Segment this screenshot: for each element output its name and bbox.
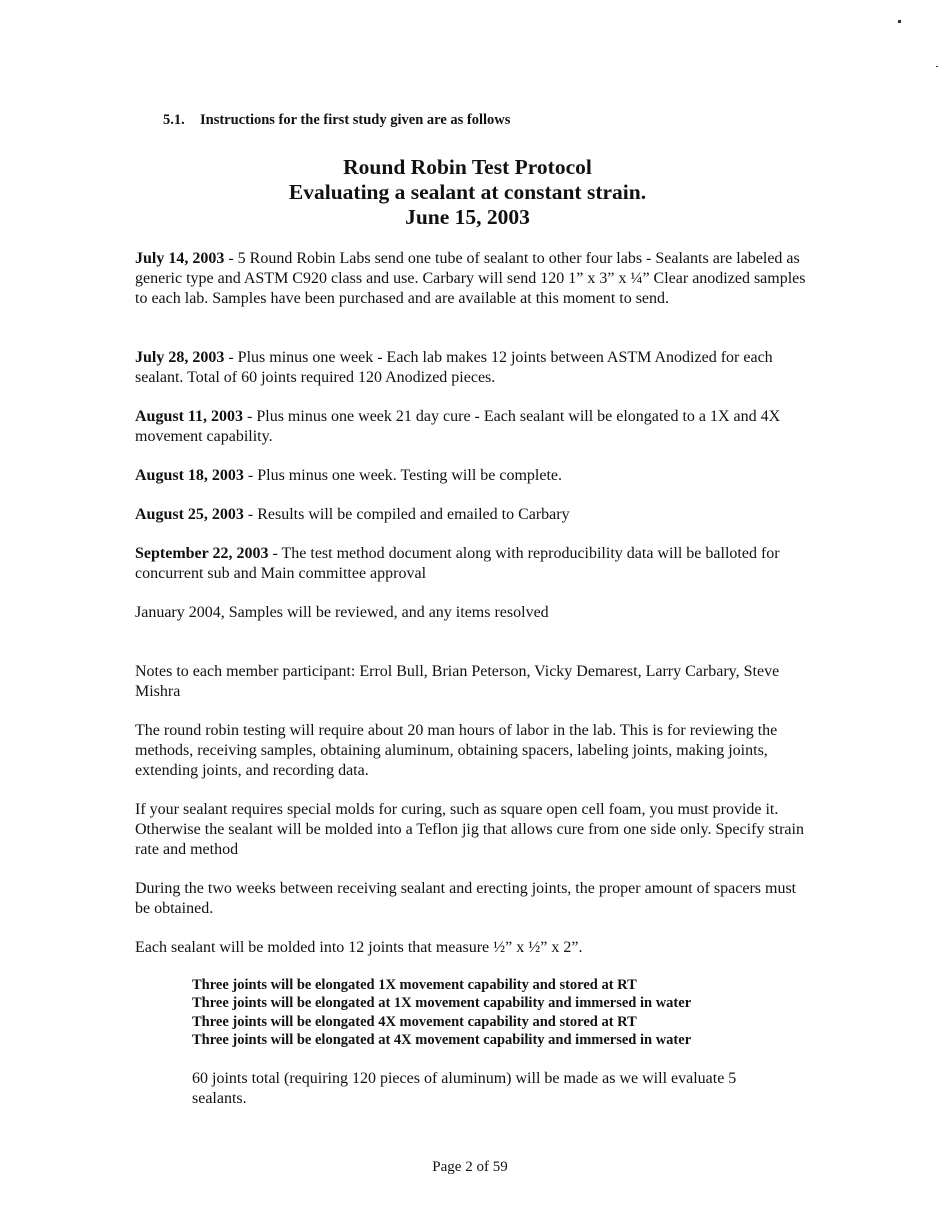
labor-paragraph: The round robin testing will require about 20 man hours of labor in the lab. This is for reviewing the methods, receiving samples, obtaining aluminum, obtaining spacers, labeling joints, making joints, extending joints, and recording data. <box>135 722 778 779</box>
schedule-item <box>135 505 815 525</box>
schedule-date: July 14, 2003 <box>135 250 225 267</box>
schedule-text: - The test method document along with reproducibility data will be balloted for concurrent sub and Main committee approval <box>135 545 780 582</box>
title-line-1: Round Robin Test Protocol <box>343 155 592 179</box>
spacers-paragraph: During the two weeks between receiving sealant and erecting joints, the proper amount of spacers must be obtained. <box>135 880 797 917</box>
section-number: 5.1. <box>163 112 185 128</box>
schedule-item <box>135 466 815 486</box>
condition-item: Three joints will be elongated at 1X movement capability and immersed in water <box>192 995 692 1012</box>
condition-item: Three joints will be elongated 1X movement capability and stored at RT <box>192 977 637 993</box>
schedule-item <box>135 249 815 309</box>
schedule-text: - Results will be compiled and emailed to Carbary <box>243 506 570 523</box>
title-line-2: Evaluating a sealant at constant strain. <box>288 180 647 204</box>
protocol-title <box>0 155 935 230</box>
schedule-item <box>135 348 815 388</box>
schedule-date: August 11, 2003 <box>135 408 244 425</box>
notes-paragraph: Notes to each member participant: Errol Bull, Brian Peterson, Vicky Demarest, Larry Carbary, Steve Mishra <box>135 663 780 700</box>
schedule-date: September 22, 2003 <box>135 545 269 562</box>
january-paragraph: January 2004, Samples will be reviewed, and any items resolved <box>135 604 549 621</box>
schedule-text: - Plus minus one week 21 day cure - Each sealant will be elongated to a 1X and 4X movement capability. <box>135 408 781 445</box>
schedule-date: July 28, 2003 <box>135 349 225 366</box>
schedule-text: - Plus minus one week - Each lab makes 12 joints between ASTM Anodized for each sealant. Total of 60 joints required 120 Anodized pieces. <box>135 349 773 386</box>
scan-speck <box>936 66 938 67</box>
schedule-item <box>135 544 815 584</box>
schedule-text: - Plus minus one week. Testing will be complete. <box>243 467 562 484</box>
condition-item: Three joints will be elongated 4X movement capability and stored at RT <box>192 1013 637 1030</box>
joints-paragraph: Each sealant will be molded into 12 joints that measure ½” x ½” x 2”. <box>135 939 583 956</box>
schedule-item <box>135 407 815 447</box>
molds-paragraph: If your sealant requires special molds for curing, such as square open cell foam, you must provide it. Otherwise the sealant will be molded into a Teflon jig that allows cure from one side only. Specify strain rate and method <box>135 801 804 858</box>
page-footer: Page 2 of 59 <box>432 1159 508 1175</box>
condition-item: Three joints will be elongated at 4X movement capability and immersed in water <box>192 1031 692 1048</box>
section-heading <box>163 112 510 129</box>
section-title: Instructions for the first study given are as follows <box>200 112 511 128</box>
title-line-3: June 15, 2003 <box>405 205 530 229</box>
schedule-date: August 25, 2003 <box>135 506 244 523</box>
scan-speck <box>898 20 901 23</box>
schedule-date: August 18, 2003 <box>135 467 244 484</box>
total-paragraph: 60 joints total (requiring 120 pieces of aluminum) will be made as we will evaluate 5 sealants. <box>192 1070 737 1107</box>
schedule-text: - 5 Round Robin Labs send one tube of sealant to other four labs - Sealants are labeled as generic type and ASTM C920 class and use. Carbary will send 120 1” x 3” x ¼” Clear anodized samples to each lab. Samples have been purchased and are available at this moment to send. <box>135 250 806 307</box>
conditions-list <box>192 976 812 1049</box>
